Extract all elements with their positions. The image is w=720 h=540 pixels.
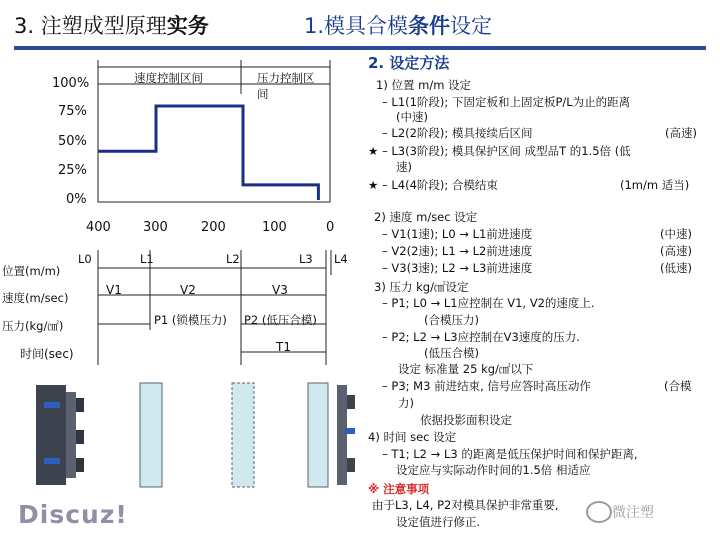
text-line: 速): [396, 160, 412, 174]
row-label-time: 时间(sec): [20, 347, 74, 361]
row-label-position: 位置(m/m): [2, 264, 61, 278]
x-tick-label: 300: [143, 220, 168, 235]
position-label-l1: L1: [140, 252, 154, 266]
mold-plate-l3: [308, 383, 328, 487]
text-line: (中速): [660, 227, 692, 241]
pressure-label-p1: P1 (锁模压力): [154, 313, 227, 327]
watermark-discuz: Discuz!: [18, 500, 128, 529]
subheading-pressure: 3) 压力 kg/㎠设定: [374, 280, 469, 294]
text-line: (高速): [660, 244, 692, 258]
slide-subtitle: 1.模具合模条件设定: [304, 14, 493, 38]
text-line: – V1(1速); L0 → L1前进速度: [382, 227, 533, 241]
text-line: (1m/m 适当): [620, 178, 690, 192]
position-label-l4: L4: [334, 252, 348, 266]
position-label-l2: L2: [226, 252, 240, 266]
y-tick-label: 75%: [58, 104, 87, 119]
text-line: – L2(2阶段); 模具接续后区间: [382, 126, 533, 140]
text-line: 由于L3, L4, P2对模具保护非常重要,: [372, 498, 559, 512]
text-line: – P3; M3 前进结束, 信号应答时高压动作: [382, 379, 591, 393]
y-tick-label: 0%: [66, 192, 87, 207]
section-heading: 2. 设定方法: [368, 54, 450, 72]
position-label-l0: L0: [78, 252, 92, 266]
text-line: – P2; L2 → L3应控制在V3速度的压力.: [382, 330, 580, 344]
subheading-time: 4) 时间 sec 设定: [368, 430, 457, 444]
x-tick-label: 100: [262, 220, 287, 235]
slide-title: 3. 注塑成型原理实务: [14, 14, 209, 38]
subheading-position: 1) 位置 m/m 设定: [376, 78, 472, 92]
text-line: (低压合模): [424, 346, 479, 360]
text-line: 依据投影面积设定: [420, 413, 512, 427]
speed-label-v2: V2: [180, 283, 196, 297]
text-line: (合模压力): [424, 313, 479, 327]
text-line: (中速): [396, 110, 428, 124]
y-tick-label: 50%: [58, 134, 87, 149]
text-line: – V3(3速); L2 → L3前进速度: [382, 261, 533, 275]
text-line: (合模: [664, 379, 692, 393]
row-label-pressure: 压力(kg/㎠): [2, 319, 64, 333]
subheading-speed: 2) 速度 m/sec 设定: [374, 210, 478, 224]
text-line: – V2(2速); L1 → L2前进速度: [382, 244, 533, 258]
annotation-pressure-zone: 压力控制区间: [257, 71, 315, 101]
text-line: 设定值进行修正.: [396, 515, 481, 529]
title-divider: [14, 46, 706, 50]
text-line: – L1(1阶段); 下固定板和上固定板P/L为止的距离: [382, 95, 631, 109]
speed-label-v3: V3: [272, 283, 288, 297]
text-line: ★ – L3(3阶段); 模具保护区间 成型品T 的1.5倍 (低: [368, 144, 631, 158]
x-tick-label: 400: [86, 220, 111, 235]
mold-moving-half: [337, 385, 355, 485]
text-line: 力): [398, 396, 414, 410]
mold-plate-l1: [140, 383, 162, 487]
time-label-t1: T1: [276, 340, 291, 354]
watermark-wechat: [582, 497, 712, 527]
mold-fixed-half: [36, 385, 84, 485]
text-line: – T1; L2 → L3 的距离是低压保护时间和保护距离,: [382, 447, 638, 461]
wechat-icon: [586, 501, 612, 523]
position-label-l3: L3: [299, 252, 313, 266]
y-tick-label: 25%: [58, 163, 87, 178]
text-line: 设定 标准量 25 kg/㎠以下: [398, 362, 534, 376]
text-line: – P1; L0 → L1应控制在 V1, V2的速度上.: [382, 296, 595, 310]
text-line: (低速): [660, 261, 692, 275]
y-tick-label: 100%: [52, 76, 90, 91]
text-line: (高速): [665, 126, 697, 140]
pressure-label-p2: P2 (低压合模): [244, 313, 317, 327]
mold-plate-l2: [232, 383, 254, 487]
x-tick-label: 0: [326, 220, 335, 235]
row-label-speed: 速度(m/sec): [2, 291, 69, 305]
speed-label-v1: V1: [106, 283, 122, 297]
text-line: ★ – L4(4阶段); 合模结束: [368, 178, 498, 192]
x-tick-label: 200: [201, 220, 226, 235]
text-line: 设定应与实际动作时间的1.5倍 相适应: [396, 463, 591, 477]
annotation-speed-zone: 速度控制区间: [134, 71, 203, 85]
slide-header: [0, 0, 720, 52]
notice-heading: ※ 注意事项: [368, 482, 430, 496]
watermark-text: 微注塑: [612, 505, 654, 521]
